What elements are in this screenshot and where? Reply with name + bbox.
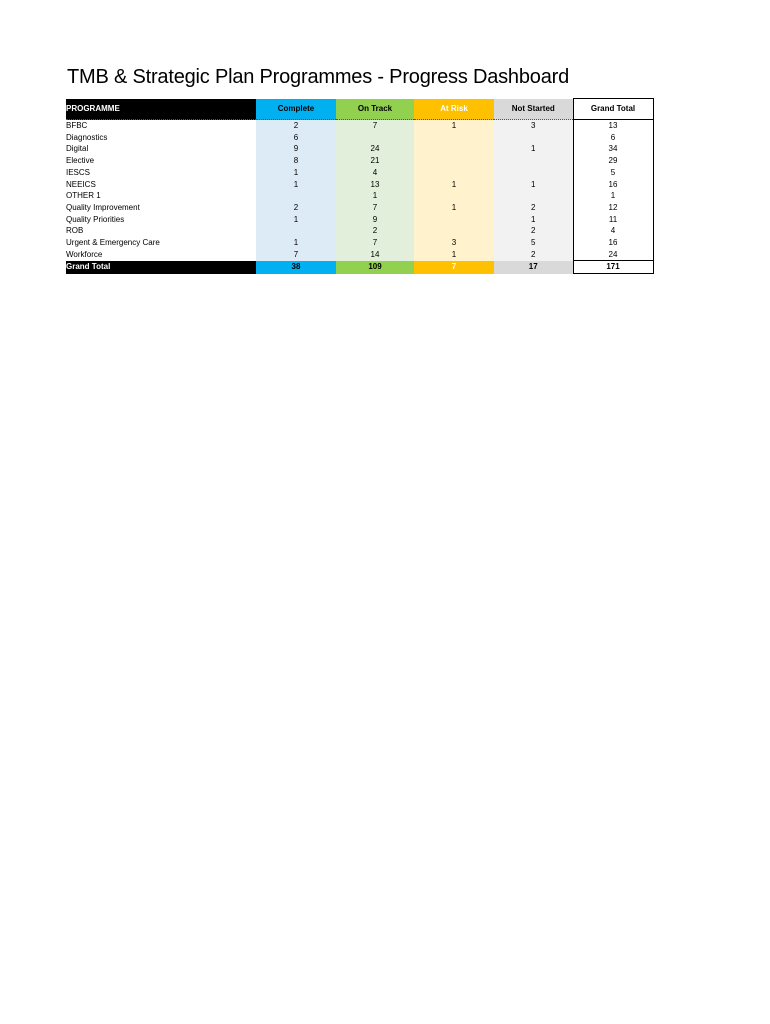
cell-not-started: 5 [494,237,573,249]
cell-programme: Workforce [66,249,103,259]
cell-complete: 1 [256,167,336,179]
cell-at-risk [414,132,494,144]
cell-grand-total: 6 [573,132,653,144]
table-row [66,132,653,144]
cell-grand-total: 34 [573,143,653,155]
cell-grand-total: 24 [573,249,653,261]
total-not-started: 17 [494,261,573,274]
header-programme: PROGRAMME [66,99,256,120]
cell-programme: Urgent & Emergency Care [66,238,160,248]
cell-complete [256,190,336,202]
cell-not-started [494,132,573,144]
cell-not-started: 1 [494,214,573,226]
cell-on-track: 4 [336,167,414,179]
cell-at-risk: 1 [414,202,494,214]
header-grand-total: Grand Total [573,99,653,120]
cell-complete: 7 [256,249,336,261]
cell-not-started: 1 [494,143,573,155]
cell-not-started: 2 [494,225,573,237]
cell-on-track [336,132,414,144]
cell-on-track: 13 [336,179,414,191]
table-row [66,155,653,167]
table-header-row [66,99,653,120]
table-row [66,202,653,214]
header-at-risk: At Risk [414,99,494,120]
cell-grand-total: 11 [573,214,653,226]
table-row [66,120,653,132]
cell-programme: IESCS [66,167,91,177]
total-grand-total: 171 [573,261,653,274]
table-row [66,214,653,226]
cell-complete: 6 [256,132,336,144]
table-row [66,167,653,179]
cell-at-risk [414,155,494,167]
cell-programme: OTHER 1 [66,191,101,201]
cell-on-track: 7 [336,202,414,214]
cell-on-track: 21 [336,155,414,167]
cell-programme: Quality Priorities [66,214,125,224]
cell-not-started: 1 [494,179,573,191]
cell-not-started [494,155,573,167]
cell-on-track: 7 [336,237,414,249]
cell-grand-total: 29 [573,155,653,167]
cell-complete: 2 [256,202,336,214]
cell-on-track: 7 [336,120,414,132]
cell-at-risk: 1 [414,179,494,191]
cell-grand-total: 13 [573,120,653,132]
cell-complete: 8 [256,155,336,167]
cell-programme: BFBC [66,120,256,132]
table-body [66,120,653,261]
progress-table [66,98,654,274]
cell-on-track: 1 [336,190,414,202]
cell-on-track: 9 [336,214,414,226]
dashboard-title: TMB & Strategic Plan Programmes - Progress Dashboard [67,66,570,88]
cell-grand-total: 5 [573,167,653,179]
cell-at-risk: 3 [414,237,494,249]
table-row [66,143,653,155]
cell-programme: Quality Improvement [66,202,140,212]
cell-not-started: 2 [494,249,573,261]
cell-at-risk [414,167,494,179]
cell-not-started [494,190,573,202]
table-row [66,237,653,249]
total-complete: 38 [256,261,336,274]
total-on-track: 109 [336,261,414,274]
cell-programme: Elective [66,156,95,166]
cell-grand-total: 12 [573,202,653,214]
cell-on-track: 14 [336,249,414,261]
cell-on-track: 24 [336,143,414,155]
cell-not-started: 3 [494,120,573,132]
cell-programme: Diagnostics [66,132,108,142]
cell-complete [256,225,336,237]
cell-programme: ROB [66,226,84,236]
cell-on-track: 2 [336,225,414,237]
cell-complete: 1 [256,214,336,226]
table-row [66,225,653,237]
cell-complete: 1 [256,179,336,191]
cell-programme: NEEICS [66,179,96,189]
table-row [66,190,653,202]
cell-at-risk [414,214,494,226]
cell-at-risk [414,225,494,237]
cell-grand-total: 16 [573,179,653,191]
total-at-risk: 7 [414,261,494,274]
cell-not-started [494,167,573,179]
cell-grand-total: 16 [573,237,653,249]
cell-not-started: 2 [494,202,573,214]
cell-at-risk [414,143,494,155]
cell-at-risk [414,190,494,202]
grand-total-row [66,261,653,274]
cell-grand-total: 4 [573,225,653,237]
cell-complete: 2 [256,120,336,132]
header-not-started: Not Started [494,99,573,120]
cell-at-risk: 1 [414,120,494,132]
cell-at-risk: 1 [414,249,494,261]
total-label: Grand Total [66,261,256,274]
header-complete: Complete [256,99,336,120]
cell-programme: Digital [66,144,89,154]
table-row [66,249,653,261]
header-on-track: On Track [336,99,414,120]
cell-complete: 1 [256,237,336,249]
cell-grand-total: 1 [573,190,653,202]
cell-complete: 9 [256,143,336,155]
table-row [66,179,653,191]
